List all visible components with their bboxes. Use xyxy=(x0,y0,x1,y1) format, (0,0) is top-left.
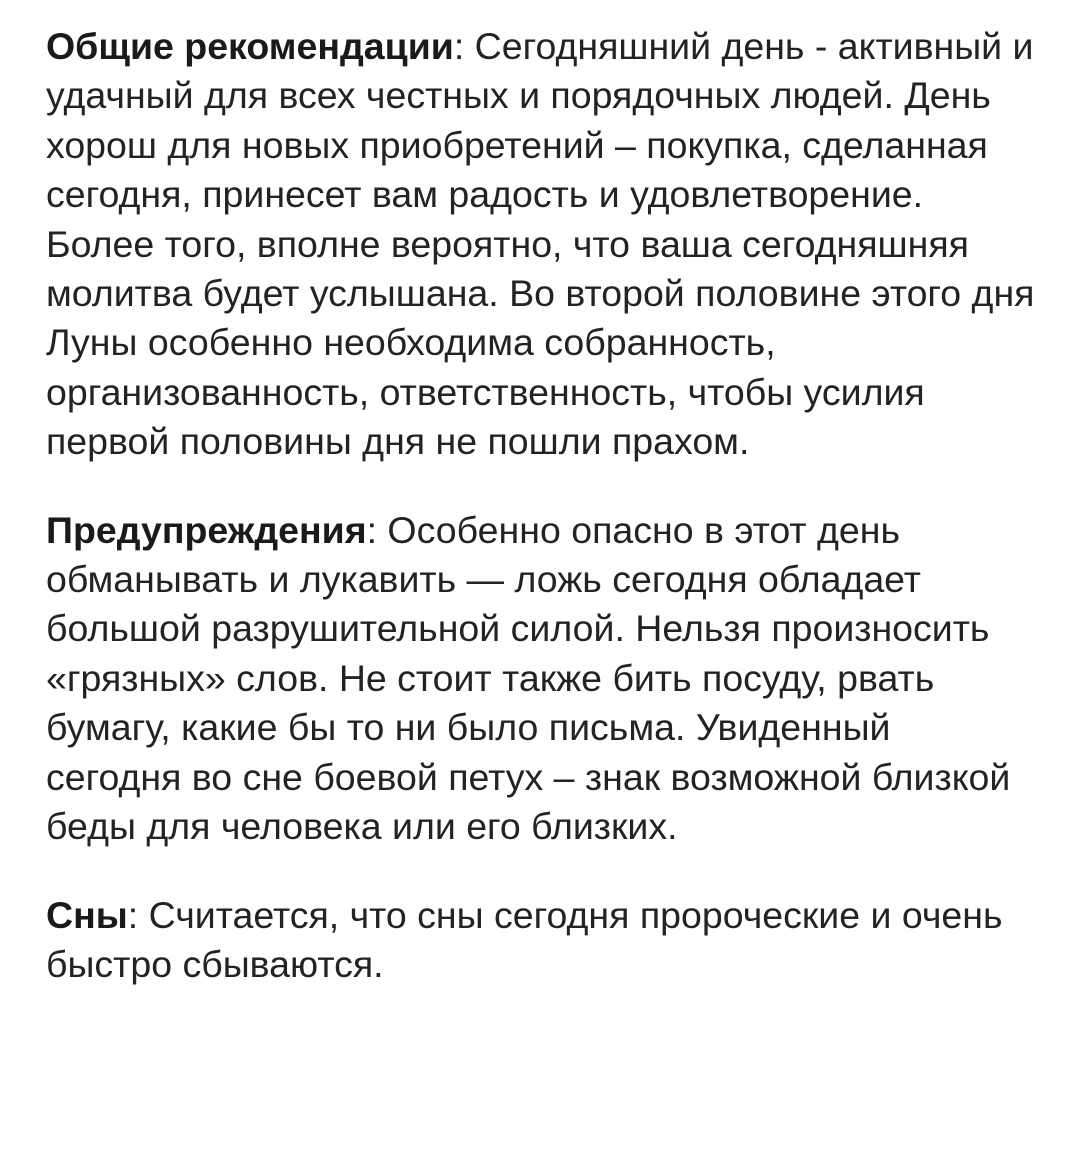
section-separator: : xyxy=(453,25,465,67)
section-heading: Общие рекомендации xyxy=(46,25,454,67)
section-heading: Предупреждения xyxy=(46,508,367,551)
section-body: Сегодняшний день - активный и удачный для всех честных и порядочных людей. День хорош для новых приобретений – покупка, сделанная сегодня, принесет вам радость и удовлетворение. Более того, вполне вероятно, что ваша сегодняшняя молитва будет услышана. Во второй половине этого дня Луны особенно необходима собранность, организованность, ответственность, чтобы усилия первой половины дня не пошли прахом. xyxy=(46,25,1035,463)
section-separator: : xyxy=(127,893,139,936)
section-separator: : xyxy=(366,508,378,551)
section-dreams xyxy=(46,891,1036,990)
section-body: Особенно опасно в этот день обманывать и лукавить — ложь сегодня обладает большой разрушительной силой. Нельзя произносить «грязных» слов. Не стоит также бить посуду, рвать бумагу, какие бы то ни было письма. Увиденный сегодня во сне боевой петух – знак возможной близкой беды для человека или его близких. xyxy=(46,508,1011,848)
article-content xyxy=(46,22,1036,989)
section-body: Считается, что сны сегодня пророческие и очень быстро сбываются. xyxy=(46,893,1003,985)
section-warnings xyxy=(46,506,1036,852)
section-general-recommendations xyxy=(46,22,1036,467)
section-heading: Сны xyxy=(46,893,128,936)
